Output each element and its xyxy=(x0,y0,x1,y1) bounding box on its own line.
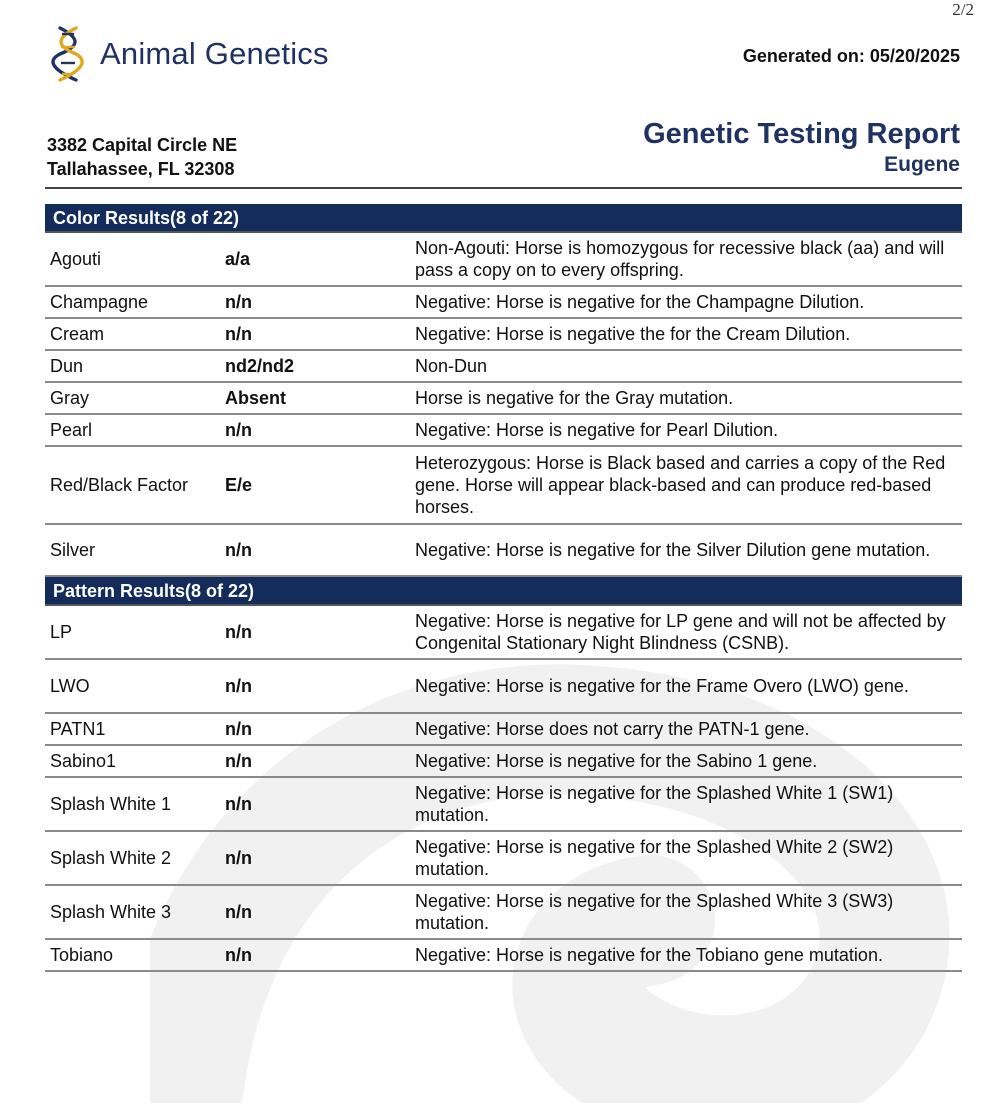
result-description: Non-Agouti: Horse is homozygous for recessive black (aa) and will pass a copy on to every offspring. xyxy=(415,238,945,280)
locus-name: Dun xyxy=(50,356,84,376)
address-line-2: Tallahassee, FL 32308 xyxy=(47,159,235,179)
locus-name: PATN1 xyxy=(50,719,106,739)
table-row xyxy=(45,746,962,778)
locus-name: Agouti xyxy=(50,249,102,269)
table-row xyxy=(45,351,962,383)
result-description: Negative: Horse is negative for the Champagne Dilution. xyxy=(415,292,865,312)
genotype: n/n xyxy=(225,902,252,922)
locus-name: Sabino1 xyxy=(50,751,117,771)
dna-helix-icon xyxy=(50,22,86,86)
genotype: n/n xyxy=(225,794,252,814)
report-title: Genetic Testing Report xyxy=(643,118,960,150)
pattern-results-header: Pattern Results(8 of 22) xyxy=(45,577,962,606)
table-row xyxy=(45,778,962,832)
genotype: n/n xyxy=(225,324,252,344)
table-row xyxy=(45,832,962,886)
locus-name: Red/Black Factor xyxy=(50,475,189,495)
genotype: n/n xyxy=(225,945,252,965)
result-description: Non-Dun xyxy=(415,356,488,376)
locus-name: Cream xyxy=(50,324,105,344)
animal-name: Eugene xyxy=(884,153,960,176)
genotype: E/e xyxy=(225,475,253,495)
result-description: Heterozygous: Horse is Black based and carries a copy of the Red gene. Horse will appear black-based and can produce red-based horses. xyxy=(415,453,946,517)
result-description: Negative: Horse is negative for the Frame Overo (LWO) gene. xyxy=(415,676,909,696)
result-description: Negative: Horse is negative for the Splashed White 1 (SW1) mutation. xyxy=(415,783,894,825)
table-row xyxy=(45,660,962,714)
result-description: Negative: Horse is negative for the Silver Dilution gene mutation. xyxy=(415,540,931,560)
locus-name: LWO xyxy=(50,676,90,696)
table-row xyxy=(45,886,962,940)
table-row xyxy=(45,606,962,660)
genotype: n/n xyxy=(225,622,252,642)
table-row xyxy=(45,525,962,577)
result-description: Negative: Horse is negative for the Tobiano gene mutation. xyxy=(415,945,883,965)
genotype: n/n xyxy=(225,719,252,739)
table-row xyxy=(45,287,962,319)
result-description: Negative: Horse is negative for LP gene and will not be affected by Congenital Stationary Night Blindness (CSNB). xyxy=(415,611,946,653)
result-description: Negative: Horse is negative for Pearl Dilution. xyxy=(415,420,779,440)
genotype: a/a xyxy=(225,249,251,269)
table-row xyxy=(45,415,962,447)
table-row xyxy=(45,319,962,351)
result-description: Horse is negative for the Gray mutation. xyxy=(415,388,734,408)
locus-name: Silver xyxy=(50,540,96,560)
lab-address xyxy=(47,133,237,181)
locus-name: LP xyxy=(50,622,73,642)
result-description: Negative: Horse is negative for the Sabino 1 gene. xyxy=(415,751,818,771)
locus-name: Pearl xyxy=(50,420,93,440)
brand-logo xyxy=(50,22,329,86)
table-row xyxy=(45,233,962,287)
address-line-1: 3382 Capital Circle NE xyxy=(47,135,238,155)
genotype: n/n xyxy=(225,676,252,696)
locus-name: Splash White 1 xyxy=(50,794,172,814)
genotype: nd2/nd2 xyxy=(225,356,295,376)
header-divider xyxy=(45,187,962,189)
brand-name: Animal Genetics xyxy=(100,36,329,71)
result-description: Negative: Horse is negative for the Splashed White 2 (SW2) mutation. xyxy=(415,837,894,879)
page-number: 2/2 xyxy=(952,0,974,19)
table-row xyxy=(45,940,962,972)
genotype: n/n xyxy=(225,292,252,312)
table-row xyxy=(45,447,962,525)
color-results-header: Color Results(8 of 22) xyxy=(45,204,962,233)
table-row xyxy=(45,383,962,415)
genotype: n/n xyxy=(225,751,252,771)
generated-date: Generated on: 05/20/2025 xyxy=(742,46,960,66)
table-row xyxy=(45,714,962,746)
genotype: n/n xyxy=(225,420,252,440)
genotype: Absent xyxy=(225,388,287,408)
locus-name: Splash White 3 xyxy=(50,902,172,922)
genotype: n/n xyxy=(225,848,252,868)
locus-name: Tobiano xyxy=(50,945,114,965)
genotype: n/n xyxy=(225,540,252,560)
result-description: Negative: Horse does not carry the PATN-1 gene. xyxy=(415,719,810,739)
results-table xyxy=(45,204,962,972)
result-description: Negative: Horse is negative the for the Cream Dilution. xyxy=(415,324,851,344)
locus-name: Champagne xyxy=(50,292,149,312)
result-description: Negative: Horse is negative for the Splashed White 3 (SW3) mutation. xyxy=(415,891,894,933)
locus-name: Splash White 2 xyxy=(50,848,172,868)
locus-name: Gray xyxy=(50,388,90,408)
